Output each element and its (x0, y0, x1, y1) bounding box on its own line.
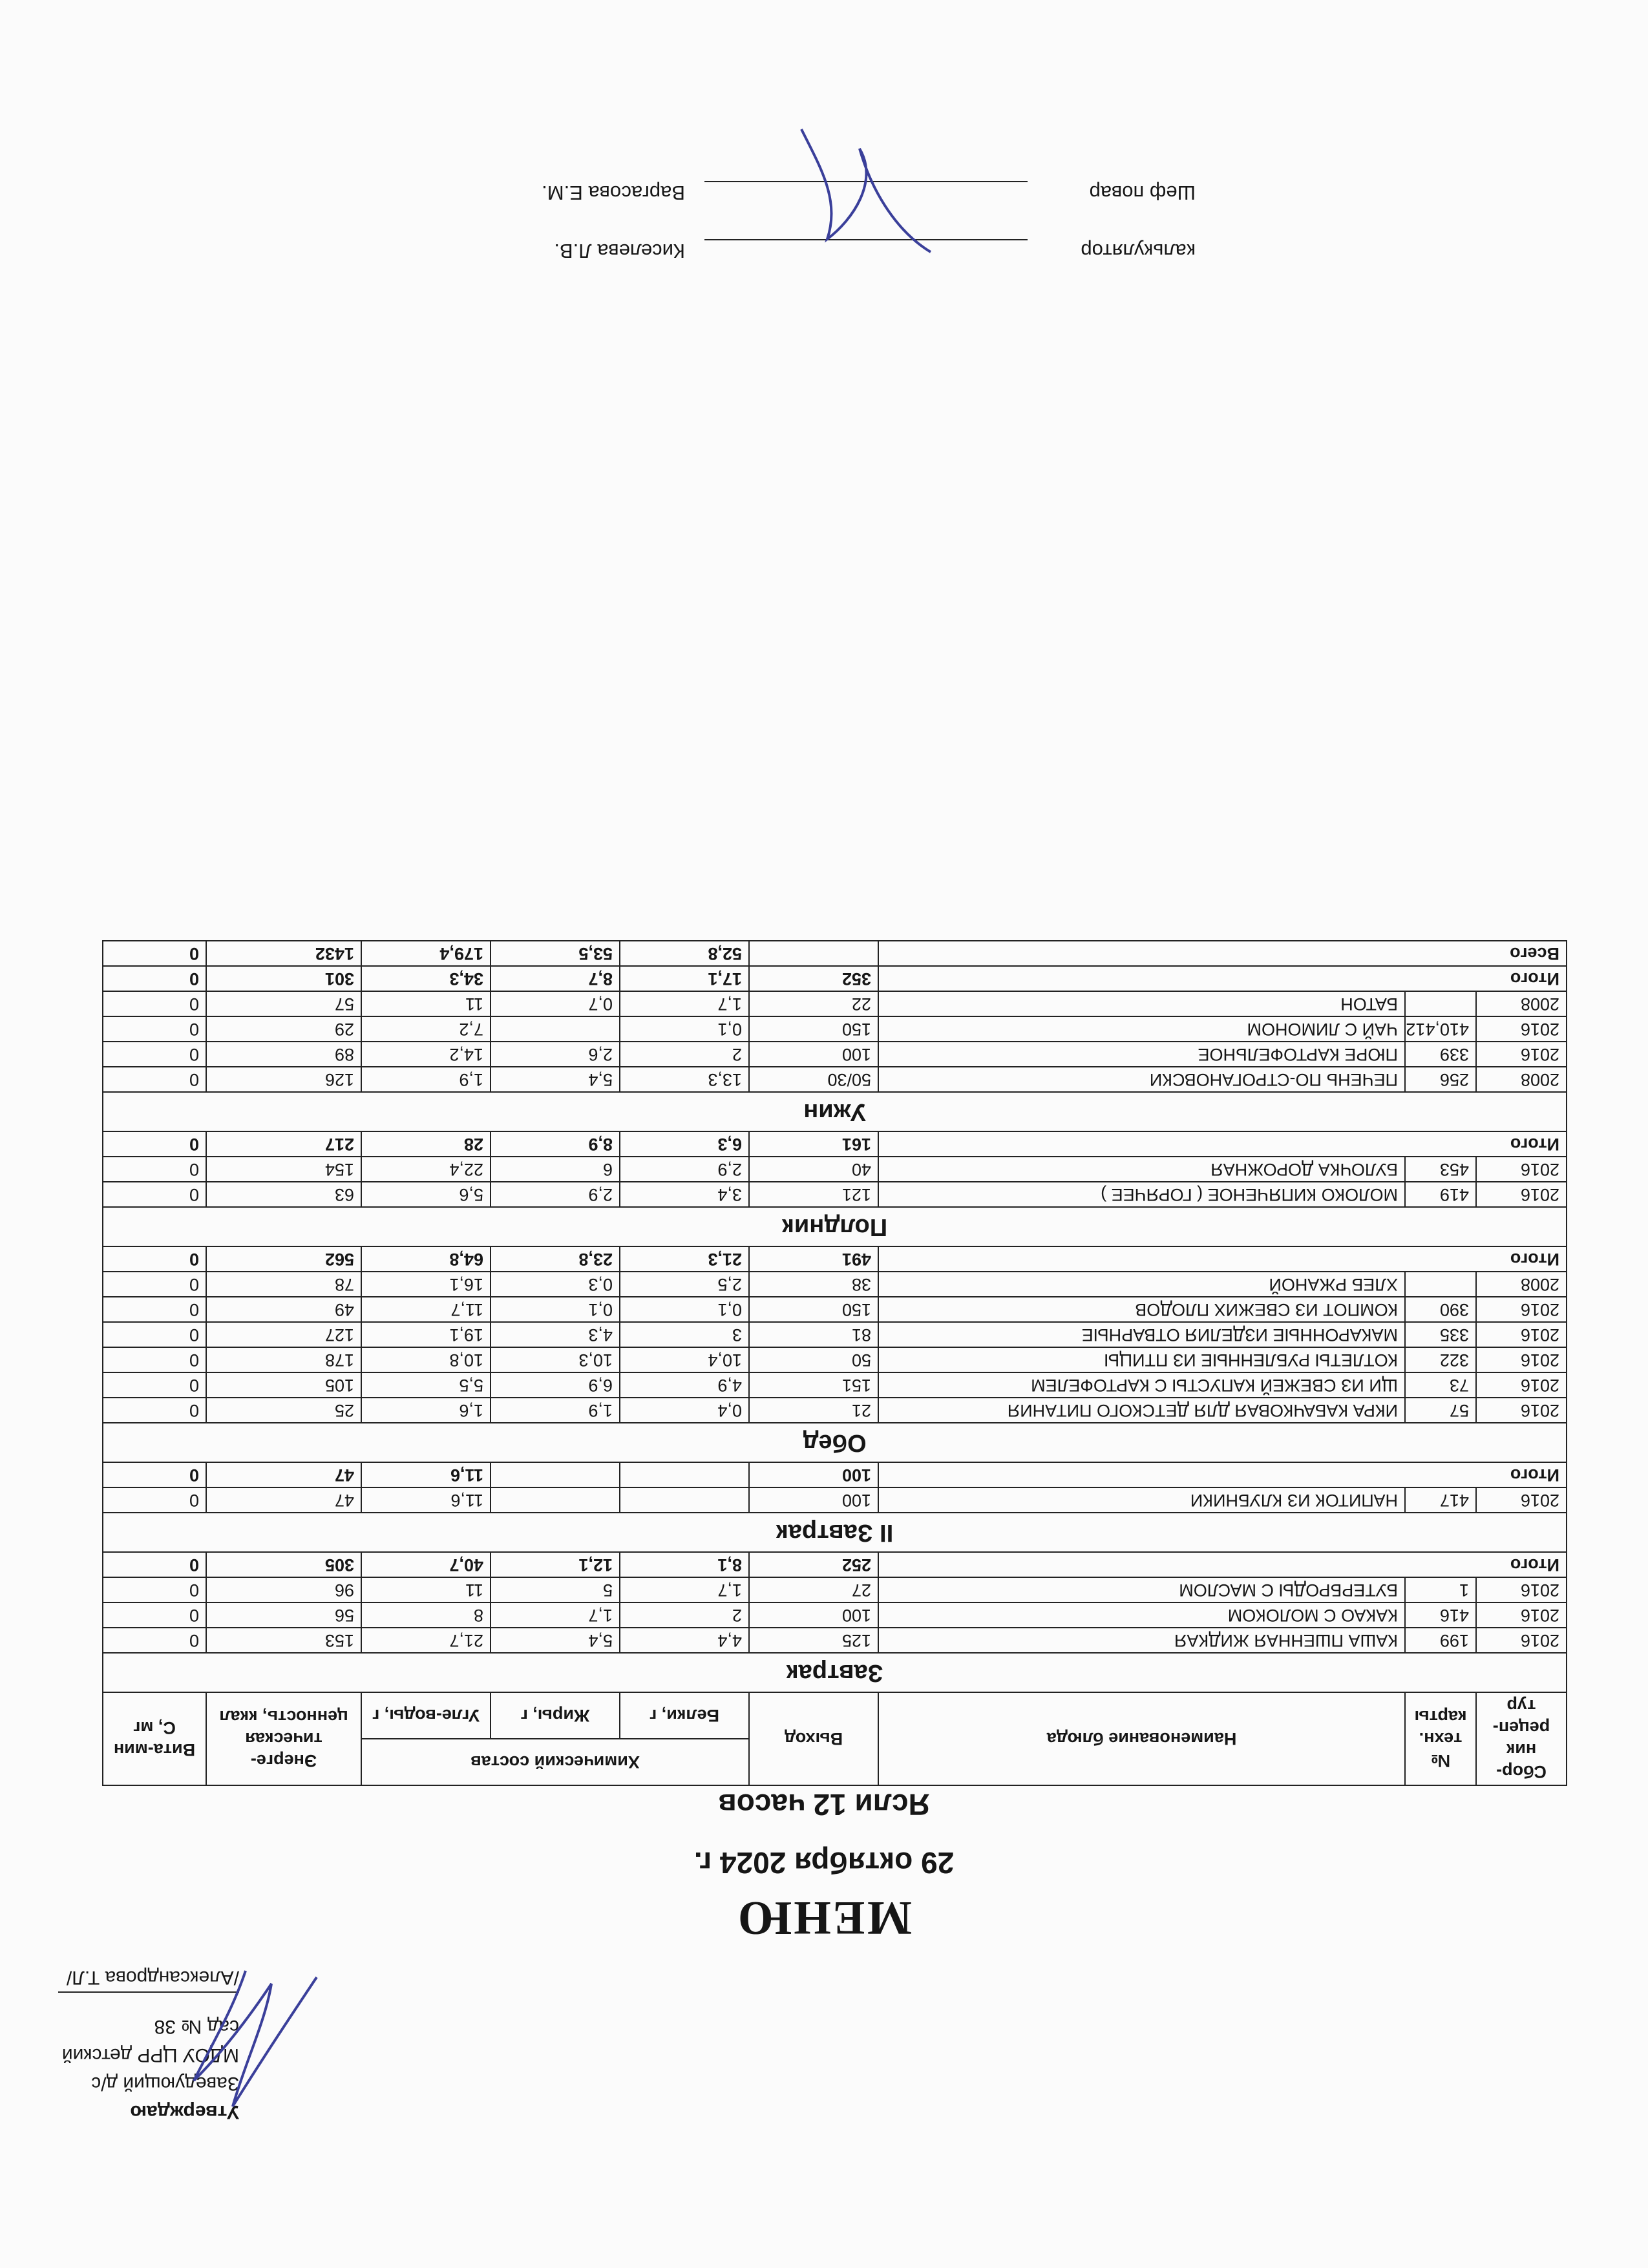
cell-fat: 0,7 (491, 991, 620, 1016)
cell-carb: 11,7 (361, 1297, 491, 1322)
total-vitamin: 0 (103, 1462, 206, 1487)
total-output: 352 (749, 966, 878, 991)
total-label: Итого (878, 1552, 1567, 1577)
cell-name: МАКАРОННЫЕ ИЗДЕЛИЯ ОТВАРНЫЕ (878, 1322, 1405, 1347)
table-row (103, 1398, 1567, 1423)
section-header (103, 1653, 1567, 1692)
table-row (103, 1157, 1567, 1182)
signature-row (226, 239, 1196, 297)
total-vitamin: 0 (103, 1131, 206, 1157)
cell-fat: 2,9 (491, 1182, 620, 1207)
total-energy: 562 (206, 1246, 361, 1272)
cell-name: ХЛЕБ РЖАНОЙ (878, 1272, 1405, 1297)
col-header-protein: Белки, г (620, 1692, 749, 1739)
total-protein: 17,1 (620, 966, 749, 991)
table-row (103, 991, 1567, 1016)
cell-energy: 178 (206, 1347, 361, 1372)
grand-total-protein: 52,8 (620, 941, 749, 966)
table-row (103, 1372, 1567, 1398)
total-label: Итого (878, 1131, 1567, 1157)
cell-output: 150 (749, 1297, 878, 1322)
total-carb: 34,3 (361, 966, 491, 991)
cell-source: 2016 (1476, 1297, 1567, 1322)
cell-protein: 13,3 (620, 1067, 749, 1092)
cell-name: НАПИТОК ИЗ КЛУБНИКИ (878, 1487, 1405, 1513)
cell-protein: 2 (620, 1602, 749, 1628)
cell-fat: 10,3 (491, 1347, 620, 1372)
cell-fat: 2,6 (491, 1042, 620, 1067)
grand-total-vitamin: 0 (103, 941, 206, 966)
cell-output: 50 (749, 1347, 878, 1372)
cell-output: 22 (749, 991, 878, 1016)
cell-vitamin: 0 (103, 1182, 206, 1207)
cell-card: 73 (1405, 1372, 1476, 1398)
total-row (103, 1131, 1567, 1157)
cell-output: 38 (749, 1272, 878, 1297)
cell-source: 2008 (1476, 991, 1567, 1016)
section-title: Полдник (103, 1207, 1567, 1246)
total-energy: 305 (206, 1552, 361, 1577)
section-title: II Завтрак (103, 1513, 1567, 1552)
table-row (103, 1297, 1567, 1322)
total-output: 161 (749, 1131, 878, 1157)
table-row (103, 1487, 1567, 1513)
cell-name: ПЮРЕ КАРТОФЕЛЬНОЕ (878, 1042, 1405, 1067)
approval-position: Заведующий д/с (91, 2073, 239, 2094)
cell-source: 2016 (1476, 1182, 1567, 1207)
cell-energy: 56 (206, 1602, 361, 1628)
group-name: Ясли 12 часов (718, 1788, 930, 1822)
grand-total-output (749, 941, 878, 966)
grand-total-row (103, 941, 1567, 966)
cell-name: ЧАЙ С ЛИМОНОМ (878, 1016, 1405, 1042)
cell-output: 100 (749, 1602, 878, 1628)
total-energy: 47 (206, 1462, 361, 1487)
cell-source: 2016 (1476, 1372, 1567, 1398)
cell-name: МОЛОКО КИПЯЧЕНОЕ ( ГОРЯЧЕЕ ) (878, 1182, 1405, 1207)
cell-vitamin: 0 (103, 1016, 206, 1042)
total-protein (620, 1462, 749, 1487)
cell-fat: 0,1 (491, 1297, 620, 1322)
cell-energy: 63 (206, 1182, 361, 1207)
cell-carb: 22,4 (361, 1157, 491, 1182)
cell-name: ЩИ ИЗ СВЕЖЕЙ КАПУСТЫ С КАРТОФЕЛЕМ (878, 1372, 1405, 1398)
cell-protein: 0,4 (620, 1398, 749, 1423)
table-row (103, 1016, 1567, 1042)
signature-role: калькулятор (1081, 240, 1196, 262)
cell-card: 57 (1405, 1398, 1476, 1423)
cell-carb: 1,6 (361, 1398, 491, 1423)
cell-source: 2016 (1476, 1016, 1567, 1042)
cell-fat: 5,4 (491, 1628, 620, 1653)
cell-fat: 5 (491, 1577, 620, 1602)
cell-energy: 29 (206, 1016, 361, 1042)
cell-energy: 47 (206, 1487, 361, 1513)
cell-protein: 3 (620, 1322, 749, 1347)
total-fat: 23,8 (491, 1246, 620, 1272)
cell-card: 410,412 (1405, 1016, 1476, 1042)
table-row (103, 1602, 1567, 1628)
cell-energy: 57 (206, 991, 361, 1016)
cell-card (1405, 1272, 1476, 1297)
cell-vitamin: 0 (103, 1297, 206, 1322)
cell-output: 21 (749, 1398, 878, 1423)
cell-energy: 127 (206, 1322, 361, 1347)
approval-title: Утверждаю (130, 2101, 239, 2123)
cell-fat: 4,3 (491, 1322, 620, 1347)
cell-energy: 126 (206, 1067, 361, 1092)
cell-fat (491, 1487, 620, 1513)
cell-source: 2016 (1476, 1398, 1567, 1423)
cell-name: БУЛОЧКА ДОРОЖНАЯ (878, 1157, 1405, 1182)
cell-source: 2016 (1476, 1042, 1567, 1067)
cell-energy: 25 (206, 1398, 361, 1423)
col-header-vitamin: Вита-мин С, мг (103, 1692, 206, 1785)
cell-vitamin: 0 (103, 1602, 206, 1628)
total-output: 491 (749, 1246, 878, 1272)
total-carb: 11,6 (361, 1462, 491, 1487)
cell-protein: 3,4 (620, 1182, 749, 1207)
cell-energy: 105 (206, 1372, 361, 1398)
cell-vitamin: 0 (103, 1372, 206, 1398)
cell-energy: 89 (206, 1042, 361, 1067)
signature-name: Киселева Л.В. (554, 240, 685, 262)
section-header (103, 1513, 1567, 1552)
table-row (103, 1322, 1567, 1347)
section-header (103, 1207, 1567, 1246)
table-header-row (103, 1739, 1567, 1785)
total-fat (491, 1462, 620, 1487)
cell-vitamin: 0 (103, 1042, 206, 1067)
signature-role: Шеф повар (1089, 182, 1196, 204)
cell-fat (491, 1016, 620, 1042)
total-fat: 12,1 (491, 1552, 620, 1577)
grand-total-energy: 1432 (206, 941, 361, 966)
cell-vitamin: 0 (103, 1628, 206, 1653)
cell-protein: 4,9 (620, 1372, 749, 1398)
cell-name: КАША ПШЕННАЯ ЖИДКАЯ (878, 1628, 1405, 1653)
cell-output: 151 (749, 1372, 878, 1398)
cell-card: 1 (1405, 1577, 1476, 1602)
cell-vitamin: 0 (103, 1487, 206, 1513)
cell-protein: 0,1 (620, 1016, 749, 1042)
section-title: Завтрак (103, 1653, 1567, 1692)
cell-source: 2016 (1476, 1157, 1567, 1182)
total-label: Итого (878, 1246, 1567, 1272)
total-row (103, 1462, 1567, 1487)
cell-carb: 16,1 (361, 1272, 491, 1297)
table-row (103, 1042, 1567, 1067)
table-row (103, 1182, 1567, 1207)
staff-signature-icon (782, 116, 950, 278)
cell-carb: 7,2 (361, 1016, 491, 1042)
total-protein: 8,1 (620, 1552, 749, 1577)
grand-total-label: Всего (878, 941, 1567, 966)
cell-carb: 5,6 (361, 1182, 491, 1207)
cell-output: 125 (749, 1628, 878, 1653)
director-signature-icon (149, 1958, 343, 2132)
signature-row (226, 181, 1196, 239)
table-row (103, 1347, 1567, 1372)
total-energy: 217 (206, 1131, 361, 1157)
cell-carb: 19,1 (361, 1322, 491, 1347)
total-vitamin: 0 (103, 1552, 206, 1577)
approval-organization: МДОУ ЦРР детский сад № 38 (61, 2016, 239, 2066)
cell-card: 322 (1405, 1347, 1476, 1372)
cell-card: 256 (1405, 1067, 1476, 1092)
total-protein: 6,3 (620, 1131, 749, 1157)
cell-vitamin: 0 (103, 1322, 206, 1347)
cell-carb: 5,5 (361, 1372, 491, 1398)
cell-fat: 6 (491, 1157, 620, 1182)
cell-carb: 10,8 (361, 1347, 491, 1372)
total-output: 100 (749, 1462, 878, 1487)
cell-carb: 21,7 (361, 1628, 491, 1653)
total-energy: 301 (206, 966, 361, 991)
cell-energy: 154 (206, 1157, 361, 1182)
cell-source: 2016 (1476, 1577, 1567, 1602)
cell-name: КАКАО С МОЛОКОМ (878, 1602, 1405, 1628)
cell-carb: 11 (361, 991, 491, 1016)
table-row (103, 1272, 1567, 1297)
cell-protein: 2,9 (620, 1157, 749, 1182)
cell-source: 2008 (1476, 1067, 1567, 1092)
cell-energy: 153 (206, 1628, 361, 1653)
cell-output: 100 (749, 1042, 878, 1067)
cell-source: 2016 (1476, 1347, 1567, 1372)
total-row (103, 1246, 1567, 1272)
total-output: 252 (749, 1552, 878, 1577)
col-header-output: Выход (749, 1692, 878, 1785)
total-fat: 8,9 (491, 1131, 620, 1157)
cell-vitamin: 0 (103, 1157, 206, 1182)
col-header-fat: Жиры, г (491, 1692, 620, 1739)
cell-source: 2016 (1476, 1628, 1567, 1653)
table-row (103, 1628, 1567, 1653)
grand-total-fat: 53,5 (491, 941, 620, 966)
cell-energy: 78 (206, 1272, 361, 1297)
total-row (103, 1552, 1567, 1577)
cell-protein: 2,5 (620, 1272, 749, 1297)
cell-card: 417 (1405, 1487, 1476, 1513)
page-title: МЕНЮ (735, 1891, 913, 1944)
cell-card: 199 (1405, 1628, 1476, 1653)
cell-fat: 0,3 (491, 1272, 620, 1297)
cell-vitamin: 0 (103, 1577, 206, 1602)
cell-output: 27 (749, 1577, 878, 1602)
total-vitamin: 0 (103, 966, 206, 991)
cell-card: 390 (1405, 1297, 1476, 1322)
cell-source: 2008 (1476, 1272, 1567, 1297)
cell-protein: 0,1 (620, 1297, 749, 1322)
cell-carb: 11 (361, 1577, 491, 1602)
cell-card: 419 (1405, 1182, 1476, 1207)
cell-vitamin: 0 (103, 1398, 206, 1423)
cell-source: 2016 (1476, 1322, 1567, 1347)
total-carb: 28 (361, 1131, 491, 1157)
cell-card: 335 (1405, 1322, 1476, 1347)
col-header-name: Наименование блюда (878, 1692, 1405, 1785)
cell-name: ПЕЧЕНЬ ПО-СТРОГАНОВСКИ (878, 1067, 1405, 1092)
section-title: Ужин (103, 1092, 1567, 1131)
cell-vitamin: 0 (103, 1272, 206, 1297)
cell-protein: 1,7 (620, 991, 749, 1016)
cell-name: БАТОН (878, 991, 1405, 1016)
section-title: Обед (103, 1423, 1567, 1462)
total-carb: 64,8 (361, 1246, 491, 1272)
cell-fat: 1,9 (491, 1398, 620, 1423)
cell-energy: 96 (206, 1577, 361, 1602)
total-label: Итого (878, 966, 1567, 991)
grand-total-carb: 179,4 (361, 941, 491, 966)
cell-source: 2016 (1476, 1487, 1567, 1513)
total-fat: 8,7 (491, 966, 620, 991)
cell-name: КОМПОТ ИЗ СВЕЖИХ ПЛОДОВ (878, 1297, 1405, 1322)
cell-card: 453 (1405, 1157, 1476, 1182)
signatures-block (226, 181, 1196, 297)
cell-output: 150 (749, 1016, 878, 1042)
total-vitamin: 0 (103, 1246, 206, 1272)
cell-vitamin: 0 (103, 1067, 206, 1092)
cell-protein: 2 (620, 1042, 749, 1067)
cell-output: 40 (749, 1157, 878, 1182)
menu-date: 29 октября 2024 г. (693, 1846, 955, 1880)
cell-name: КОТЛЕТЫ РУБЛЕННЫЕ ИЗ ПТИЦЫ (878, 1347, 1405, 1372)
cell-output: 81 (749, 1322, 878, 1347)
cell-name: БУТЕРБРОДЫ С МАСЛОМ (878, 1577, 1405, 1602)
cell-source: 2016 (1476, 1602, 1567, 1628)
cell-carb: 8 (361, 1602, 491, 1628)
cell-card: 339 (1405, 1042, 1476, 1067)
cell-fat: 6,9 (491, 1372, 620, 1398)
col-header-card: № техн. карты (1405, 1692, 1476, 1785)
cell-carb: 14,2 (361, 1042, 491, 1067)
section-header (103, 1423, 1567, 1462)
table-row (103, 1067, 1567, 1092)
menu-table (102, 940, 1567, 1786)
cell-output: 121 (749, 1182, 878, 1207)
cell-card: 416 (1405, 1602, 1476, 1628)
total-label: Итого (878, 1462, 1567, 1487)
cell-fat: 5,4 (491, 1067, 620, 1092)
cell-energy: 49 (206, 1297, 361, 1322)
col-header-carb: Угле-воды, г (361, 1692, 491, 1739)
col-header-chem: Химический состав (361, 1739, 749, 1785)
col-header-energy: Энерге-тическая ценность, ккал (206, 1692, 361, 1785)
cell-name: ИКРА КАБАЧКОВАЯ ДЛЯ ДЕТСКОГО ПИТАНИЯ (878, 1398, 1405, 1423)
section-header (103, 1092, 1567, 1131)
cell-protein: 1,7 (620, 1577, 749, 1602)
total-carb: 40,7 (361, 1552, 491, 1577)
cell-fat: 1,7 (491, 1602, 620, 1628)
total-protein: 21,3 (620, 1246, 749, 1272)
total-row (103, 966, 1567, 991)
col-header-source: Сбор-ник рецеп-тур (1476, 1692, 1567, 1785)
cell-vitamin: 0 (103, 1347, 206, 1372)
cell-output: 50/30 (749, 1067, 878, 1092)
cell-protein: 10,4 (620, 1347, 749, 1372)
signature-name: Варгасова Е.М. (542, 182, 685, 204)
cell-card (1405, 991, 1476, 1016)
cell-carb: 1,9 (361, 1067, 491, 1092)
cell-protein (620, 1487, 749, 1513)
cell-protein: 4,4 (620, 1628, 749, 1653)
cell-vitamin: 0 (103, 991, 206, 1016)
table-row (103, 1577, 1567, 1602)
cell-output: 100 (749, 1487, 878, 1513)
cell-carb: 11,6 (361, 1487, 491, 1513)
approval-signer: /Александрова Т.Л/ (66, 1967, 239, 1988)
